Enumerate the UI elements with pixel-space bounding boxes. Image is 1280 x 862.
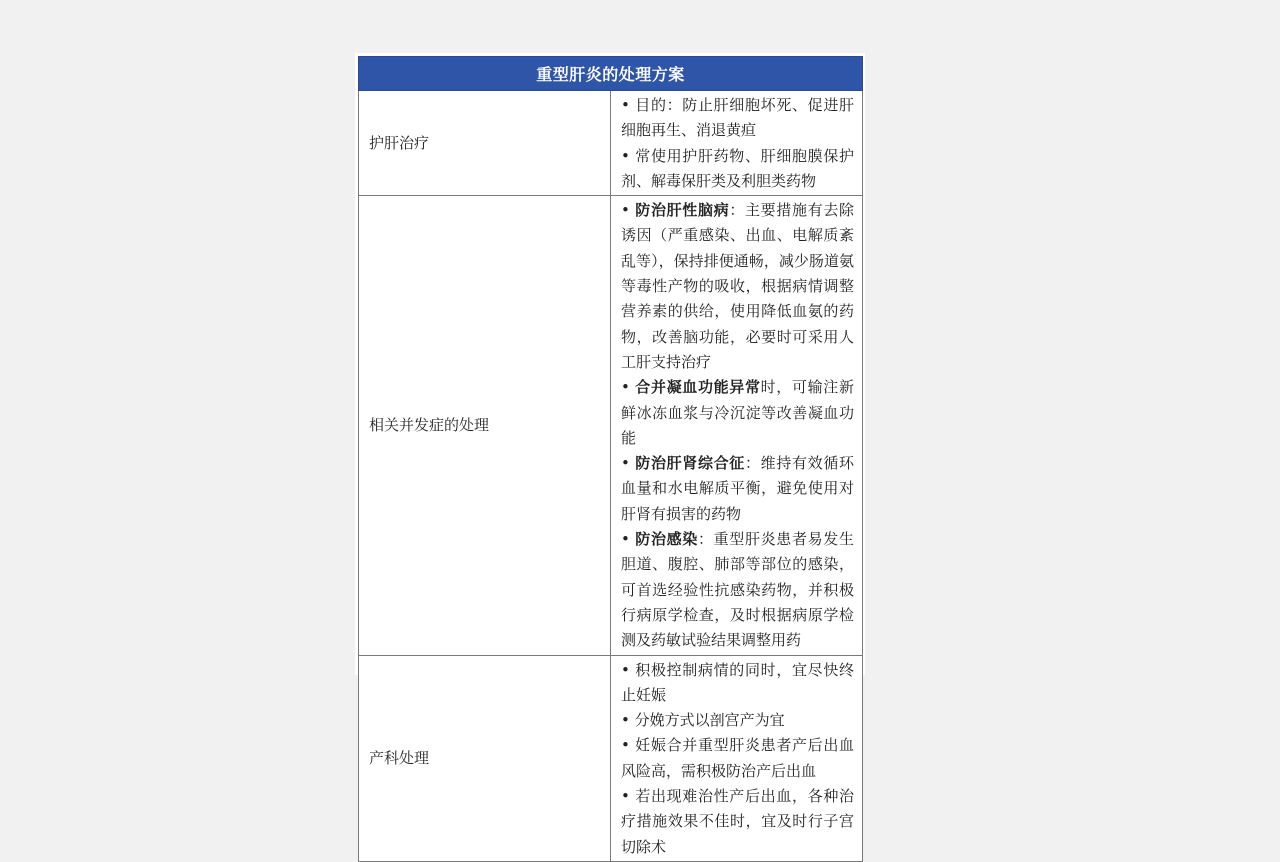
table-title: 重型肝炎的处理方案 — [359, 57, 863, 91]
treatment-plan-table — [358, 56, 863, 862]
item-text: 分娩方式以剖宫产为宜 — [634, 711, 785, 730]
row-content — [611, 196, 863, 655]
table-row-complications — [359, 196, 863, 655]
list-item: • 常使用护肝药物、肝细胞膜保护剂、解毒保肝类及利胆类药物 — [621, 146, 854, 190]
item-keyword: 防治感染 — [635, 530, 698, 549]
list-item: • 合并凝血功能异常时，可输注新鲜冰冻血浆与冷沉淀等改善凝血功能 — [621, 378, 854, 447]
item-text: ：主要措施有去除诱因（严重感染、出血、电解质紊乱等），保持排便通畅，减少肠道氨等毒性产物的吸收，根据病情调整营养素的供给，使用降低血氨的药物，改善脑功能，必要时可采用人工肝支持治疗 — [621, 201, 854, 371]
list-item: • 积极控制病情的同时，宜尽快终止妊娠 — [621, 660, 854, 704]
table-header-row — [359, 57, 863, 91]
item-text: 若出现难治性产后出血，各种治疗措施效果不佳时，宜及时行子宫切除术 — [621, 787, 854, 856]
row-content — [611, 655, 863, 861]
list-item: • 防治肝性脑病：主要措施有去除诱因（严重感染、出血、电解质紊乱等），保持排便通畅，减少肠道氨等毒性产物的吸收，根据病情调整营养素的供给，使用降低血氨的药物，改善脑功能，必要时可采用人工肝支持治疗 — [621, 201, 854, 371]
item-text: 妊娠合并重型肝炎患者产后出血风险高，需积极防治产后出血 — [621, 736, 854, 780]
item-text: ：维持有效循环血量和水电解质平衡，避免使用对肝肾有损害的药物 — [621, 454, 854, 523]
item-keyword: 防治肝肾综合征 — [635, 454, 745, 473]
list-item: • 若出现难治性产后出血，各种治疗措施效果不佳时，宜及时行子宫切除术 — [621, 787, 854, 856]
item-text: 积极控制病情的同时，宜尽快终止妊娠 — [621, 660, 854, 704]
item-text: 时，可输注新鲜冰冻血浆与冷沉淀等改善凝血功能 — [621, 378, 854, 447]
row-label: 护肝治疗 — [359, 91, 611, 196]
list-item: • 防治肝肾综合征：维持有效循环血量和水电解质平衡，避免使用对肝肾有损害的药物 — [621, 454, 854, 523]
list-item: • 分娩方式以剖宫产为宜 — [621, 711, 785, 730]
item-keyword: 防治肝性脑病 — [635, 201, 730, 220]
list-item: • 防治感染：重型肝炎患者易发生胆道、腹腔、肺部等部位的感染，可首选经验性抗感染药物，并积极行病原学检查，及时根据病原学检测及药敏试验结果调整用药 — [621, 530, 854, 650]
item-text: 目的：防止肝细胞坏死、促进肝细胞再生、消退黄疸 — [621, 96, 854, 140]
row-label: 相关并发症的处理 — [359, 196, 611, 655]
table-row-liver-protection — [359, 91, 863, 196]
item-text: ：重型肝炎患者易发生胆道、腹腔、肺部等部位的感染，可首选经验性抗感染药物，并积极行病原学检查，及时根据病原学检测及药敏试验结果调整用药 — [621, 530, 854, 650]
row-label: 产科处理 — [359, 655, 611, 861]
list-item: • 妊娠合并重型肝炎患者产后出血风险高，需积极防治产后出血 — [621, 736, 854, 780]
item-keyword: 合并凝血功能异常 — [635, 378, 761, 397]
list-item: • 目的：防止肝细胞坏死、促进肝细胞再生、消退黄疸 — [621, 96, 854, 140]
row-content — [611, 91, 863, 196]
item-text: 常使用护肝药物、肝细胞膜保护剂、解毒保肝类及利胆类药物 — [621, 146, 854, 190]
table-row-obstetric — [359, 655, 863, 861]
